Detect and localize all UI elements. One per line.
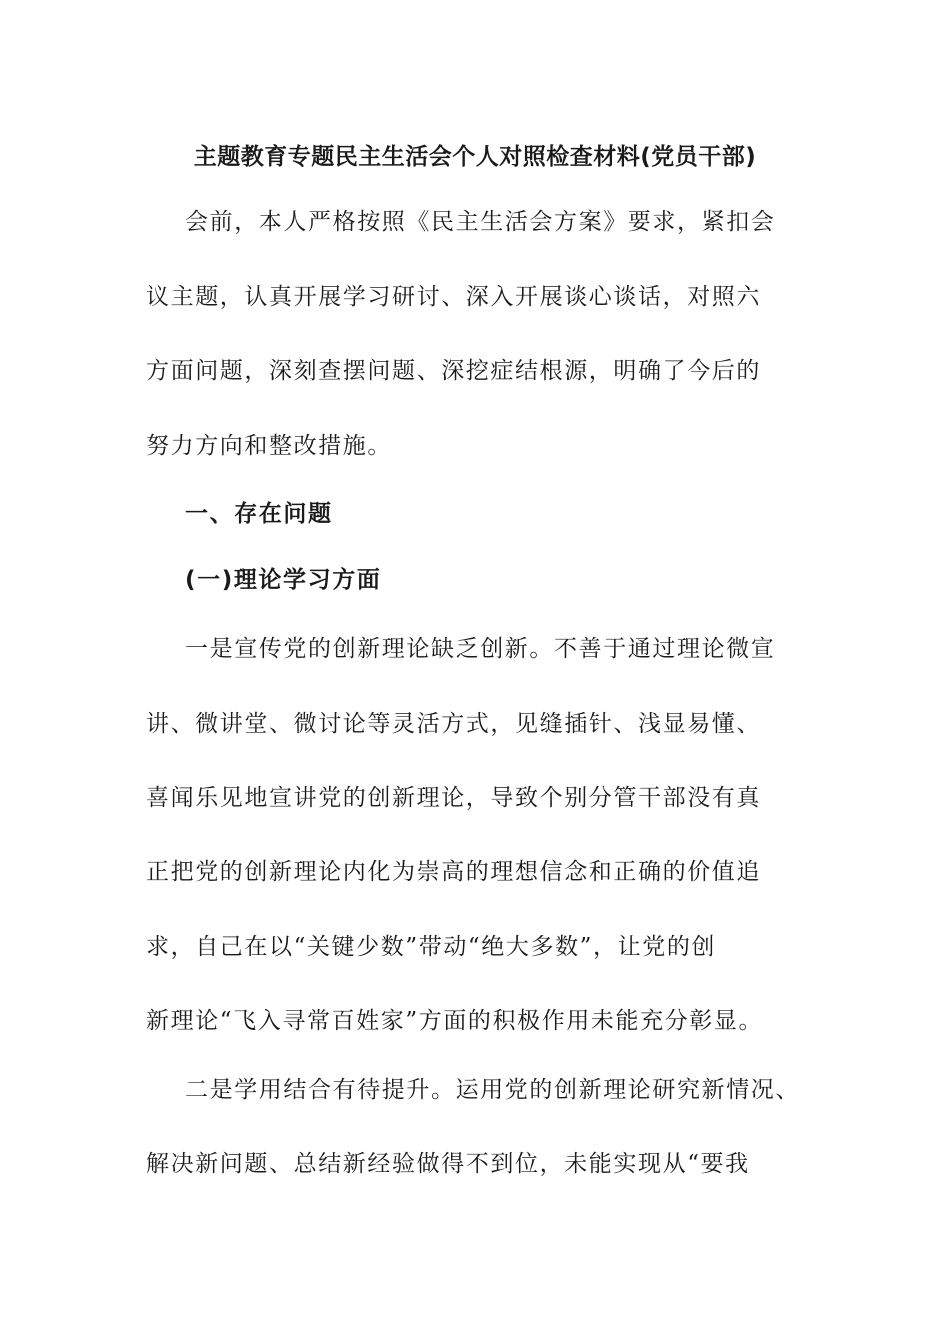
subsection-heading: (一)理论学习方面 (185, 567, 382, 593)
paragraph-line: 二是学用结合有待提升。运用党的创新理论研究新情况、 (185, 1077, 800, 1103)
intro-line: 会前，本人严格按照《民主生活会方案》要求，紧扣会 (185, 209, 776, 235)
section-heading: 一、存在问题 (185, 501, 333, 527)
paragraph-line: 求，自己在以“关键少数”带动“绝大多数”，让党的创 (146, 934, 717, 960)
paragraph-line: 解决新问题、总结新经验做得不到位，未能实现从“要我 (146, 1151, 750, 1177)
intro-line: 努力方向和整改措施。 (146, 433, 392, 459)
document-title: 主题教育专题民主生活会个人对照检查材料(党员干部) (193, 144, 757, 170)
paragraph-line: 喜闻乐见地宣讲党的创新理论，导致个别分管干部没有真 (146, 785, 761, 811)
intro-line: 议主题，认真开展学习研讨、深入开展谈心谈话，对照六 (146, 284, 761, 310)
paragraph-line: 讲、微讲堂、微讨论等灵活方式，见缝插针、浅显易懂、 (146, 711, 761, 737)
intro-line: 方面问题，深刻查摆问题、深挖症结根源，明确了今后的 (146, 358, 761, 384)
paragraph-line: 一是宣传党的创新理论缺乏创新。不善于通过理论微宣 (185, 636, 776, 662)
paragraph-line: 新理论“飞入寻常百姓家”方面的积极作用未能充分彰显。 (146, 1008, 764, 1034)
paragraph-line: 正把党的创新理论内化为崇高的理想信念和正确的价值追 (146, 859, 761, 885)
